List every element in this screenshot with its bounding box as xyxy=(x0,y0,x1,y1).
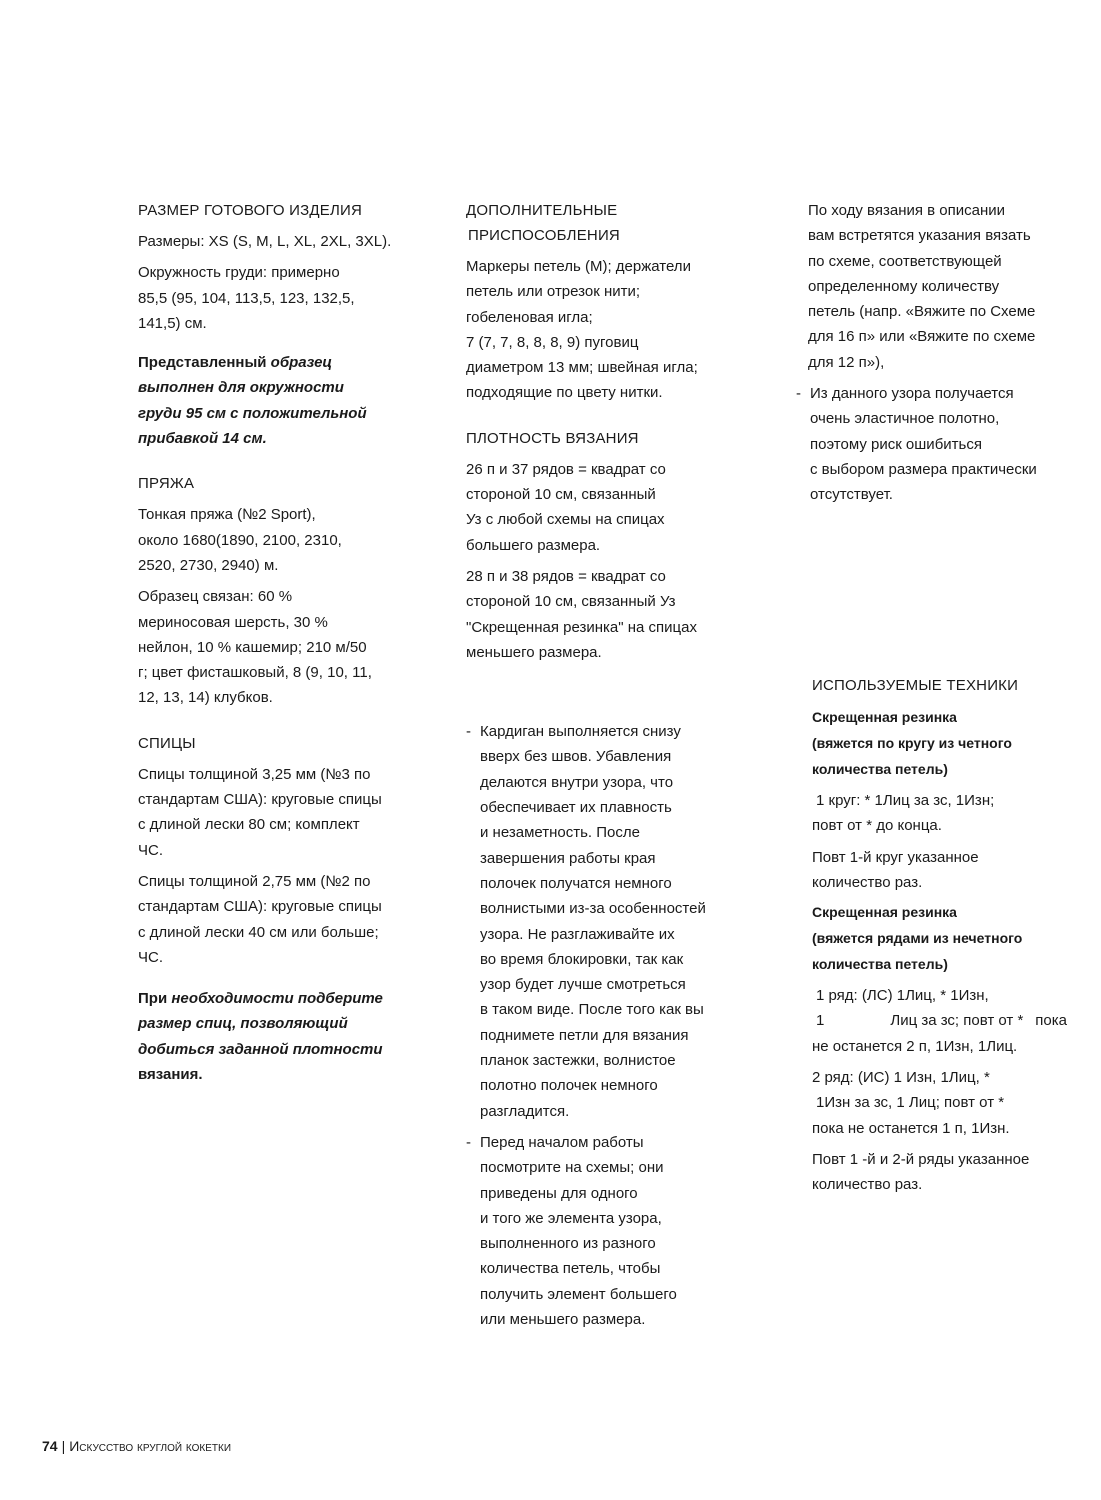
bullet-line: и того же элемента узора, xyxy=(480,1209,662,1227)
footer-separator: | xyxy=(61,1438,66,1454)
instruction-line: Повт 1 -й и 2-й ряды указанное xyxy=(812,1150,1030,1168)
gauge-line: Уз с любой схемы на спицах xyxy=(466,511,665,529)
bullet-line: Из данного узора получается xyxy=(810,385,1014,403)
instruction-part: пока xyxy=(1035,1012,1067,1030)
needles-line: стандартам США): круговые спицы xyxy=(138,898,382,916)
bullet-line: посмотрите на схемы; они xyxy=(480,1159,664,1177)
bullet-line: приведены для одного xyxy=(480,1184,638,1202)
note-line xyxy=(138,350,438,375)
note-emphasis: необходимости подберите xyxy=(167,990,383,1008)
techniques-heading: ИСПОЛЬЗУЕМЫЕ ТЕХНИКИ xyxy=(812,677,1019,694)
bullet-text xyxy=(480,719,766,1124)
bullet-line: делаются внутри узора, что xyxy=(480,773,674,791)
note-line: для 12 п»), xyxy=(808,353,885,371)
sample-line: г; цвет фисташковый, 8 (9, 10, 11, xyxy=(138,664,372,682)
instruction-line: пока не останется 1 п, 1Изн. xyxy=(812,1119,1010,1137)
note-line: по схеме, соответствующей xyxy=(808,252,1002,270)
sample-line: нейлон, 10 % кашемир; 210 м/50 xyxy=(138,638,367,656)
bullet-line: разгладится. xyxy=(480,1102,570,1120)
sample-line: 12, 13, 14) клубков. xyxy=(138,689,273,707)
bullet-line: поэтому риск ошибиться xyxy=(810,435,982,453)
needles-line: стандартам США): круговые спицы xyxy=(138,791,382,809)
extra-heading: ПРИСПОСОБЛЕНИЯ xyxy=(468,227,620,244)
rib-title-line: количества петель) xyxy=(812,956,948,973)
bullet-line: поднимете петли для вязания xyxy=(480,1026,689,1044)
gauge-line: "Скрещенная резинка" на спицах xyxy=(466,618,697,636)
gauge-text-1 xyxy=(466,457,766,558)
rib-rows-title xyxy=(812,899,1088,977)
bullet-line: с выбором размера практически xyxy=(810,460,1037,478)
note-emphasis: груди 95 см с положительной xyxy=(138,404,367,422)
chest-text xyxy=(138,260,438,336)
rib-title-line: (вяжется по кругу из четного xyxy=(812,735,1012,751)
gauge-heading: ПЛОТНОСТЬ ВЯЗАНИЯ xyxy=(466,429,639,447)
sample-text xyxy=(138,584,438,710)
bullet-line: Перед началом работы xyxy=(480,1133,644,1151)
chest-line: 141,5) см. xyxy=(138,314,207,332)
chart-note xyxy=(796,198,1088,375)
note-line: для 16 п» или «Вяжите по схеме xyxy=(808,328,1036,346)
note-line xyxy=(138,986,438,1011)
bullet-line: отсутствует. xyxy=(810,486,893,504)
rib-rows-row1 xyxy=(812,983,1088,1059)
bullet-text xyxy=(810,381,1088,507)
sample-line: мериносовая шерсть, 30 % xyxy=(138,613,328,631)
rib-rows-repeat xyxy=(812,1147,1088,1198)
rib-title-line: Скрещенная резинка xyxy=(812,709,957,725)
needles-text-2 xyxy=(138,869,438,970)
instruction-line: не останется 2 п, 1Изн, 1Лиц. xyxy=(812,1037,1018,1055)
extra-heading: ДОПОЛНИТЕЛЬНЫЕ xyxy=(466,202,618,219)
instruction-line: 1Изн за зс, 1 Лиц; повт от * xyxy=(816,1094,1005,1112)
needles-line: ЧС. xyxy=(138,841,163,859)
note-line xyxy=(138,1037,438,1062)
needles-line: ЧС. xyxy=(138,948,163,966)
bullet-line: получить элемент большего xyxy=(480,1285,677,1303)
yarn-line: Тонкая пряжа (№2 Sport), xyxy=(138,506,316,524)
instruction-line: 1 круг: * 1Лиц за зс, 1Изн; xyxy=(816,792,995,809)
list-item-cardigan xyxy=(466,719,766,1124)
extra-line: подходящие по цвету нитки. xyxy=(466,384,663,402)
instruction-line: повт от * до конца. xyxy=(812,817,942,835)
needles-line: Спицы толщиной 2,75 мм (№2 по xyxy=(138,872,371,890)
extra-line: диаметром 13 мм; швейная игла; xyxy=(466,359,698,377)
rib-round-instructions xyxy=(812,788,1088,839)
bullet-line: очень эластичное полотно, xyxy=(810,410,1000,428)
gauge-line: меньшего размера. xyxy=(466,643,602,661)
note-emphasis: добиться заданной плотности xyxy=(138,1040,383,1058)
rib-rows-row2 xyxy=(812,1065,1088,1141)
needles-text-1 xyxy=(138,762,438,863)
note-line xyxy=(138,375,438,400)
gauge-line: большего размера. xyxy=(466,536,601,554)
note-line xyxy=(138,426,438,451)
needles-line: с длиной лески 40 см или больше; xyxy=(138,923,379,941)
sample-line: Образец связан: 60 % xyxy=(138,588,293,606)
rib-title-line: (вяжется рядами из нечетного xyxy=(812,930,1023,947)
instruction-line: 2 ряд: (ИС) 1 Изн, 1Лиц, * xyxy=(812,1069,990,1087)
rib-round-repeat xyxy=(812,845,1088,896)
bullet-line: в таком виде. После того как вы xyxy=(480,1001,704,1019)
bullet-line: или меньшего размера. xyxy=(480,1310,646,1328)
column-1 xyxy=(138,198,438,1087)
extra-text xyxy=(466,254,766,406)
bullet-line: полочек получатся немного xyxy=(480,874,672,892)
extra-line: Маркеры петель (М); держатели xyxy=(466,258,691,275)
yarn-heading: ПРЯЖА xyxy=(138,475,195,493)
rib-round-title xyxy=(812,704,1088,782)
bullet-dash: - xyxy=(796,385,801,403)
bullet-dash: - xyxy=(466,1133,471,1151)
needles-line: с длиной лески 80 см; комплект xyxy=(138,816,360,834)
note-line: вязания. xyxy=(138,1066,203,1084)
instruction-part: Лиц за зс; повт от * xyxy=(890,1012,1024,1030)
gauge-line: стороной 10 см, связанный xyxy=(466,486,656,504)
chest-line: Окружность груди: примерно xyxy=(138,264,340,282)
yarn-text xyxy=(138,502,438,578)
bullet-line: выполненного из разного xyxy=(480,1235,656,1253)
gauge-line: 28 п и 38 рядов = квадрат со xyxy=(466,567,666,585)
note-line xyxy=(138,1011,438,1036)
needles-note xyxy=(138,986,438,1087)
list-item-charts xyxy=(466,1130,766,1332)
yarn-line: около 1680(1890, 2100, 2310, xyxy=(138,531,342,549)
gauge-text-2 xyxy=(466,564,766,665)
yarn-line: 2520, 2730, 2940) м. xyxy=(138,556,279,574)
bullet-line: узора. Не разглаживайте их xyxy=(480,925,675,943)
size-heading: РАЗМЕР ГОТОВОГО ИЗДЕЛИЯ xyxy=(138,202,363,219)
bullet-line: Кардиган выполняется снизу xyxy=(480,723,681,741)
extra-line: 7 (7, 7, 8, 8, 8, 9) пуговиц xyxy=(466,333,639,351)
instruction-part: 1 xyxy=(816,1012,825,1030)
instruction-line: количество раз. xyxy=(812,873,923,891)
techniques-section xyxy=(812,673,1088,1198)
note-line xyxy=(138,401,438,426)
bullet-text xyxy=(480,1130,766,1332)
instruction-line: Повт 1-й круг указанное xyxy=(812,848,979,866)
note-line: определенному количеству xyxy=(808,277,1000,295)
needles-line: Спицы толщиной 3,25 мм (№3 по xyxy=(138,765,371,783)
column-3 xyxy=(796,198,1088,508)
bullet-line: количества петель, чтобы xyxy=(480,1260,661,1278)
page-footer xyxy=(42,1436,231,1456)
gauge-line: 26 п и 37 рядов = квадрат со xyxy=(466,460,666,478)
column-2 xyxy=(466,198,766,1332)
gauge-line: стороной 10 см, связанный Уз xyxy=(466,593,676,611)
note-emphasis: прибавкой 14 см. xyxy=(138,430,267,448)
chest-line: 85,5 (95, 104, 113,5, 123, 132,5, xyxy=(138,289,355,307)
bullet-line: полотно полочек немного xyxy=(480,1077,658,1095)
bullet-line: и незаметность. После xyxy=(480,824,640,842)
extra-line: петель или отрезок нити; xyxy=(466,283,641,301)
bullet-line: вверх без швов. Убавления xyxy=(480,748,672,766)
note-emphasis: образец xyxy=(266,354,333,372)
note-line: петель (напр. «Вяжите по Схеме xyxy=(808,303,1036,321)
instruction-line: количество раз. xyxy=(812,1176,923,1194)
bullet-line: обеспечивает их плавность xyxy=(480,799,672,817)
rib-title-line: Скрещенная резинка xyxy=(812,904,957,921)
instruction-line xyxy=(812,1008,1088,1033)
bullet-line: во время блокировки, так как xyxy=(480,950,684,968)
instruction-line: 1 ряд: (ЛС) 1Лиц, * 1Изн, xyxy=(816,987,989,1005)
book-title: Искусство круглой кокетки xyxy=(69,1438,232,1454)
list-item-elastic xyxy=(796,381,1088,507)
bullet-dash: - xyxy=(466,723,471,741)
needles-heading: СПИЦЫ xyxy=(138,734,196,752)
bullet-line: узор будет лучше смотреться xyxy=(480,976,686,994)
note-emphasis: размер спиц, позволяющий xyxy=(138,1015,348,1033)
note-prefix: Представленный xyxy=(138,354,267,372)
sizes-text: Размеры: XS (S, M, L, XL, 2XL, 3XL). xyxy=(138,233,392,250)
rib-title-line: количества петель) xyxy=(812,761,948,777)
note-emphasis: выполнен для окружности xyxy=(138,379,344,397)
note-prefix: При xyxy=(138,990,168,1008)
page-number: 74 xyxy=(42,1438,58,1454)
bullet-line: планок застежки, волнистое xyxy=(480,1052,676,1070)
note-line: По ходу вязания в описании xyxy=(808,202,1006,219)
sample-note xyxy=(138,350,438,451)
note-line: вам встретятся указания вязать xyxy=(808,227,1031,245)
bullet-line: завершения работы края xyxy=(480,849,656,867)
bullet-line: волнистыми из-за особенностей xyxy=(480,900,706,918)
extra-line: гобеленовая игла; xyxy=(466,308,593,326)
